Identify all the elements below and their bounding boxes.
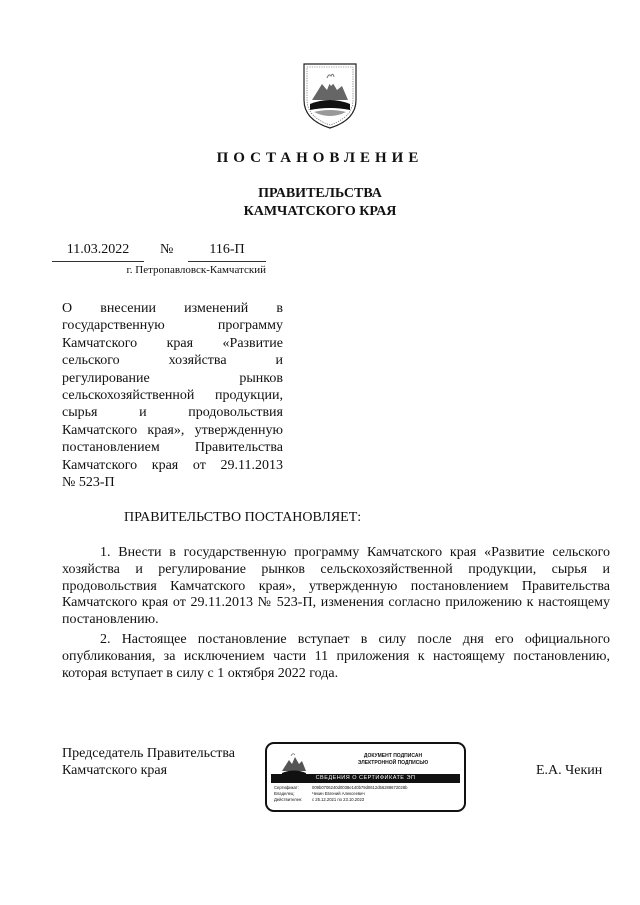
paragraph-text: 1. Внести в государственную программу Камчатского края «Развитие сельского хозяйства и регулирование рынков сельскохозяйственной продукции, сырья и продовольствия Камчатского края», утвержденную постановлением Правительства Камчатского края от 29.11.2013 № 523-П, изменения согласно приложению к настоящему постановлению. xyxy=(62,545,610,628)
issuing-authority xyxy=(0,185,640,221)
stamp-row-key: Сертификат: xyxy=(274,785,299,790)
subject-line: сельскохозяйственной продукции, xyxy=(62,388,283,404)
subject-line: Камчатского края от 29.11.2013 xyxy=(62,457,283,473)
subject-line: № 523-П xyxy=(62,475,115,491)
signer-name: Е.А. Чекин xyxy=(536,763,603,778)
paragraph-1 xyxy=(62,545,610,629)
paragraph-2 xyxy=(62,632,610,682)
document-city: г. Петропавловск-Камчатский xyxy=(126,264,266,276)
stamp-row-key: Владелец: xyxy=(274,791,295,796)
stamp-certificate-bar: СВЕДЕНИЯ О СЕРТИФИКАТЕ ЭП xyxy=(271,774,460,783)
electronic-signature-stamp xyxy=(265,742,466,812)
subject-line: О внесении изменений в xyxy=(62,301,283,316)
position-line-1: Председатель Правительства xyxy=(62,746,235,761)
signer-position xyxy=(62,745,235,779)
document-subject xyxy=(62,300,283,491)
stamp-line-2: ЭЛЕКТРОННОЙ ПОДПИСЬЮ xyxy=(357,760,429,766)
stamp-row-value: Чекин Евгений Алексеевич xyxy=(312,791,365,796)
subject-line: сырья и продовольствия xyxy=(62,405,283,421)
number-sign: № xyxy=(160,242,174,257)
subject-line: государственную программу xyxy=(62,318,283,334)
subject-line: сельского хозяйства и xyxy=(62,353,283,369)
decree-heading: ПРАВИТЕЛЬСТВО ПОСТАНОВЛЯЕТ: xyxy=(124,510,362,525)
subject-line: постановлением Правительства xyxy=(62,440,283,456)
emblem-icon xyxy=(300,60,360,130)
subject-line: регулирование рынков xyxy=(62,370,283,386)
stamp-row-value: 009b0706240d0038e140b79d0612d56288672028b xyxy=(312,785,408,790)
authority-line-1: ПРАВИТЕЛЬСТВА xyxy=(258,186,382,201)
document-number: 116-П xyxy=(188,242,266,262)
stamp-row-key: Действителен: xyxy=(274,797,303,802)
stamp-row-value: с 25.12.2021 по 23.10.2023 xyxy=(312,797,365,802)
authority-line-2: КАМЧАТСКОГО КРАЯ xyxy=(243,204,397,219)
subject-line: Камчатского края», утвержденную xyxy=(62,422,283,438)
stamp-line-1: ДОКУМЕНТ ПОДПИСАН xyxy=(363,753,423,759)
position-line-2: Камчатского края xyxy=(62,763,168,778)
stamp-row xyxy=(274,797,408,803)
paragraph-text: 2. Настоящее постановление вступает в силу после дня его официального опубликования, за исключением части 11 приложения к настоящему постановлению, которая вступает в силу с 1 октября 2022 года. xyxy=(62,632,610,681)
document-type: ПОСТАНОВЛЕНИЕ xyxy=(216,150,424,166)
stamp-details xyxy=(274,785,408,803)
document-date: 11.03.2022 xyxy=(52,242,144,262)
subject-line: Камчатского края «Развитие xyxy=(62,335,283,351)
